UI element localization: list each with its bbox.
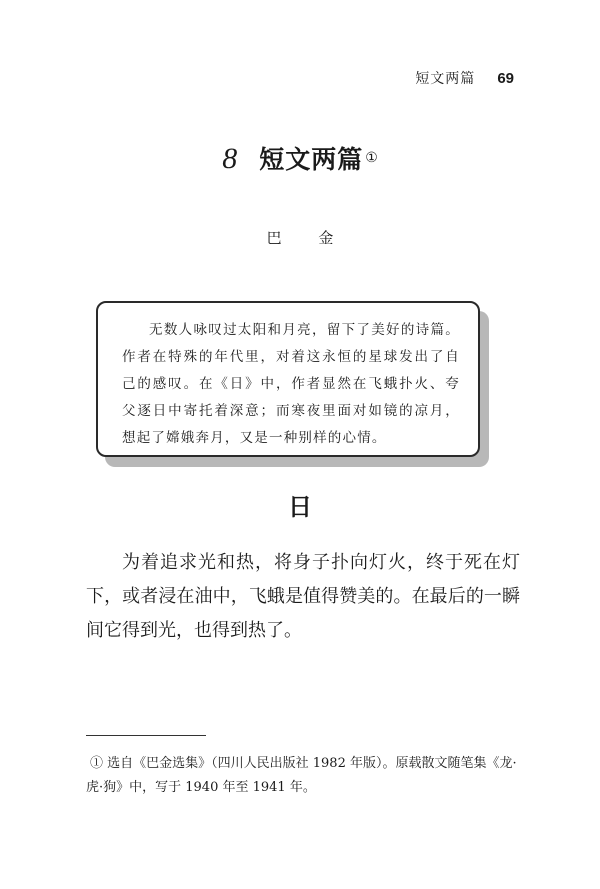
- intro-text: 无数人咏叹过太阳和月亮，留下了美好的诗篇。作者在特殊的年代里，对着这永恒的星球发出了自己的感叹。在《日》中，作者显然在飞蛾扑火、夸父逐日中寄托着深意；而寒夜里面对如镜的凉月，想起了嫦娥奔月，又是一种别样的心情。: [122, 322, 460, 446]
- running-header-title: 短文两篇: [415, 71, 476, 87]
- lesson-title-row: [0, 140, 600, 176]
- footnote-text: ① 选自《巴金选集》（四川人民出版社 1982 年版）。原载散文随笔集《龙·虎·狗》中，写于 1940 年至 1941 年。: [86, 756, 517, 795]
- intro-box: [96, 301, 480, 457]
- footnote-divider: [86, 735, 206, 736]
- footnote-marker: ①: [365, 149, 378, 166]
- lesson-number: 8: [222, 142, 238, 175]
- running-header: [415, 68, 514, 88]
- section-heading: 日: [288, 493, 312, 521]
- page-number: 69: [497, 70, 514, 87]
- lesson-title: 短文两篇: [259, 145, 364, 174]
- body-paragraph: 为着追求光和热，将身子扑向灯火，终于死在灯下，或者浸在油中，飞蛾是值得赞美的。在最后的一瞬间它得到光，也得到热了。: [86, 552, 520, 641]
- body-text: [86, 546, 520, 648]
- author-name: 巴 金: [266, 229, 350, 247]
